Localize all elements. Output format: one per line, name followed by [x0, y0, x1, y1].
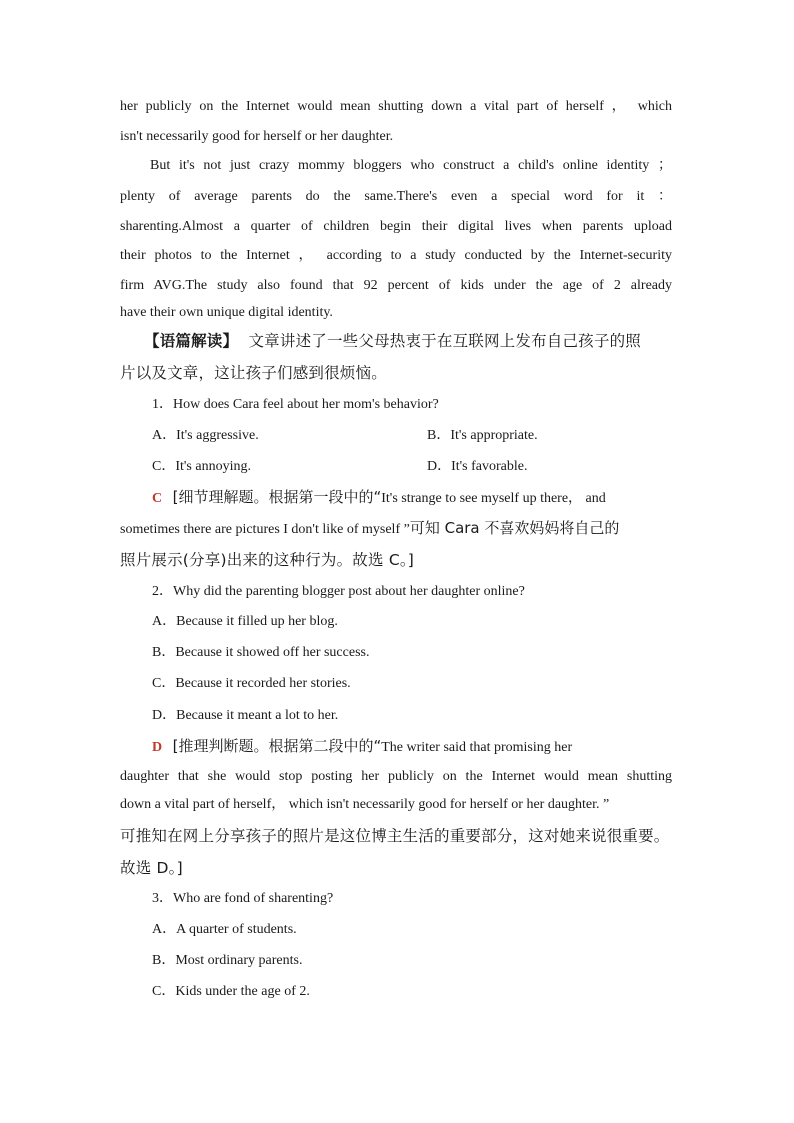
analysis-label: 【语篇解读】	[144, 332, 239, 350]
q2-exp-cn-1: [推理判断题。根据第二段中的“	[172, 737, 382, 755]
analysis-line-1	[144, 331, 672, 351]
q1-question: 1．How does Cara feel about her mom's behavior?	[152, 397, 439, 412]
q2-option-a: A．Because it filled up her blog.	[152, 614, 338, 629]
q2-explanation-line-4: 可推知在网上分享孩子的照片是这位博主生活的重要部分，这对她来说很重要。	[120, 827, 670, 845]
q2-explanation-line-1	[152, 736, 672, 758]
q1-answer: C	[152, 491, 163, 506]
passage-line-1: her publicly on the Internet would mean shutting down a vital part of herself ， which	[120, 99, 672, 114]
q1-option-d: D．It's favorable.	[427, 459, 528, 474]
q2-option-c: C．Because it recorded her stories.	[152, 676, 351, 691]
q2-explanation-line-5: 故选 D。]	[120, 859, 183, 877]
q1-options-row-1	[152, 426, 704, 446]
q1-exp-cn-a: [细节理解题。根据第一段中的“	[172, 488, 382, 506]
q1-option-c: C．It's annoying.	[152, 459, 251, 474]
q1-option-b: B．It's appropriate.	[427, 428, 538, 443]
q3-option-b: B．Most ordinary parents.	[152, 953, 303, 968]
q2-option-b: B．Because it showed off her success.	[152, 645, 370, 660]
passage-line-7: firm AVG.The study also found that 92 percent of kids under the age of 2 already	[120, 278, 672, 293]
analysis-text-1: 文章讲述了一些父母热衷于在互联网上发布自己孩子的照	[248, 332, 641, 350]
q1-exp-en-2: sometimes there are pictures I don't like of myself ”	[120, 522, 410, 537]
passage-line-8: have their own unique digital identity.	[120, 305, 333, 320]
passage-line-5: sharenting.Almost a quarter of children begin their digital lives when parents upload	[120, 219, 672, 234]
q3-option-a: A．A quarter of students.	[152, 922, 297, 937]
passage-line-6: their photos to the Internet ， according to a study conducted by the Internet-security	[120, 248, 672, 263]
q2-explanation-line-3: down a vital part of herself， which isn't necessarily good for herself or her daughter. ”	[120, 797, 610, 812]
passage-line-2: isn't necessarily good for herself or her daughter.	[120, 129, 394, 144]
q3-option-c: C．Kids under the age of 2.	[152, 984, 310, 999]
q2-option-d: D．Because it meant a lot to her.	[152, 708, 339, 723]
q2-explanation-line-2: daughter that she would stop posting her publicly on the Internet would mean shutting	[120, 769, 672, 784]
analysis-line-2: 片以及文章，这让孩子们感到很烦恼。	[120, 364, 387, 382]
q2-exp-en-1: The writer said that promising her	[381, 740, 573, 755]
passage-line-3: But it's not just crazy mommy bloggers who construct a child's online identity ；	[150, 158, 672, 173]
q1-explanation-line-2	[120, 518, 672, 540]
q1-options-row-2	[152, 457, 704, 477]
q1-exp-cn-2: 可知 Cara 不喜欢妈妈将自己的	[409, 519, 620, 537]
q1-exp-en-1: It's strange to see myself up there， and	[381, 491, 606, 506]
q1-option-a: A．It's aggressive.	[152, 428, 259, 443]
q1-explanation-line-1	[152, 487, 672, 509]
q2-answer: D	[152, 740, 163, 755]
q2-question: 2．Why did the parenting blogger post about her daughter online?	[152, 584, 525, 599]
q1-explanation-line-3: 照片展示(分享)出来的这种行为。故选 C。]	[120, 551, 415, 569]
q3-question: 3．Who are fond of sharenting?	[152, 891, 334, 906]
passage-line-4: plenty of average parents do the same.There's even a special word for it ：	[120, 189, 672, 204]
